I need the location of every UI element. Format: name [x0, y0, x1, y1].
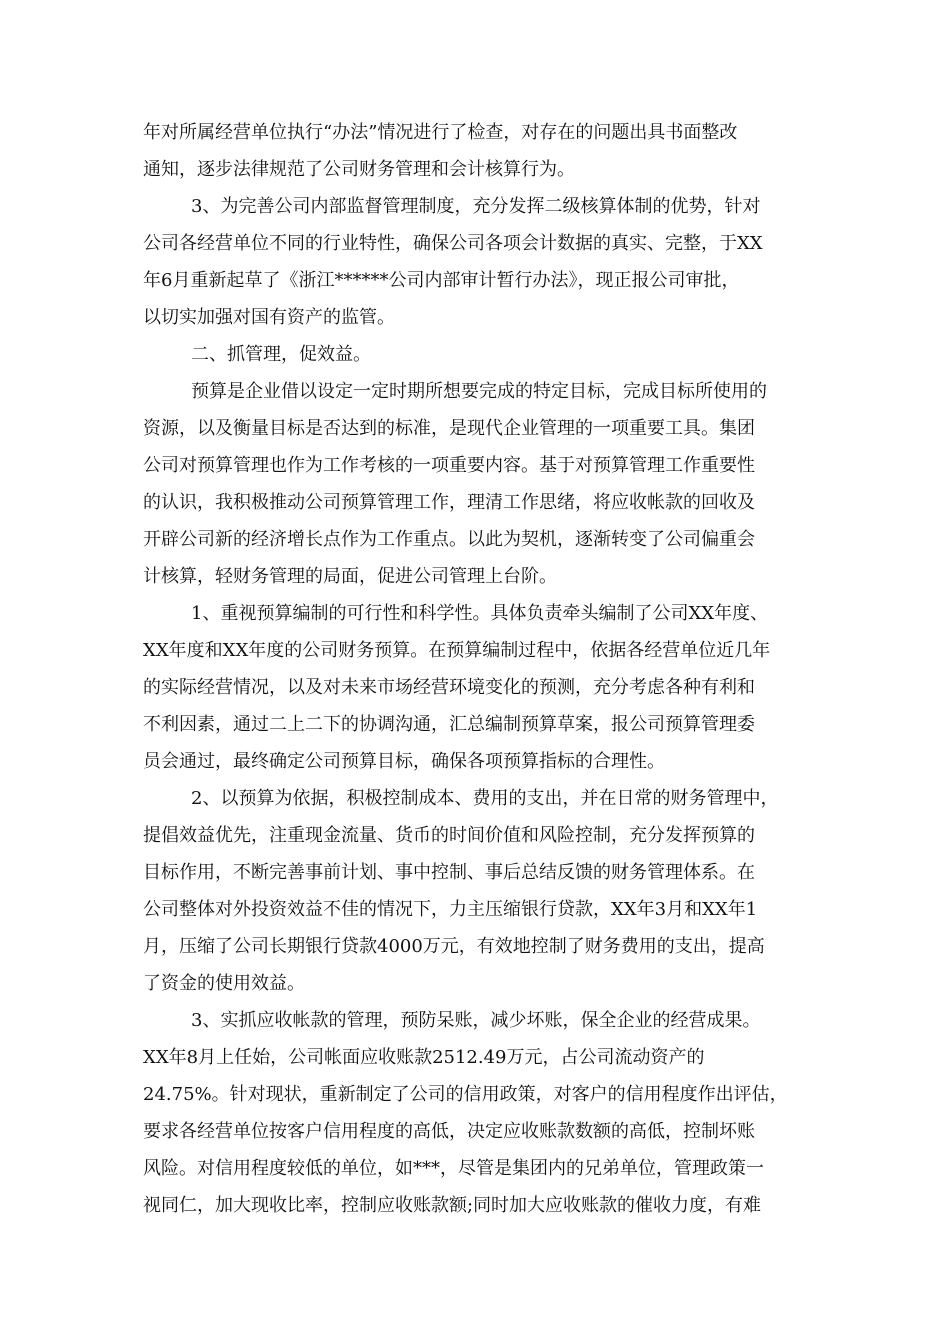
text-line: 年6月重新起草了《浙江******公司内部审计暂行办法》，现正报公司审批， [143, 270, 740, 291]
text-line: 预算是企业借以设定一定时期所想要完成的特定目标，完成目标所使用的 [191, 381, 767, 402]
text-line: 24.75%。针对现状，重新制定了公司的信用政策，对客户的信用程度作出评估， [143, 1084, 788, 1105]
text-line: 月，压缩了公司长期银行贷款4000万元，有效地控制了财务费用的支出，提高 [143, 936, 765, 957]
text-line: 要求各经营单位按客户信用程度的高低，决定应收账款数额的高低，控制坏账 [143, 1121, 755, 1142]
text-line: 公司整体对外投资效益不佳的情况下，力主压缩银行贷款，XX年3月和XX年1 [143, 899, 758, 920]
text-line: 计核算，轻财务管理的局面，促进公司管理上台阶。 [143, 566, 557, 587]
text-line: 目标作用，不断完善事前计划、事中控制、事后总结反馈的财务管理体系。在 [143, 862, 755, 883]
text-line: 提倡效益优先，注重现金流量、货币的时间价值和风险控制，充分发挥预算的 [143, 825, 755, 846]
text-line: XX年度和XX年度的公司财务预算。在预算编制过程中，依据各经营单位近几年 [143, 640, 771, 661]
text-line: 通知，逐步法律规范了公司财务管理和会计核算行为。 [143, 159, 575, 180]
text-line: 员会通过，最终确定公司预算目标，确保各项预算指标的合理性。 [143, 751, 665, 772]
text-line: 公司各经营单位不同的行业特性，确保公司各项会计数据的真实、完整，于XX [143, 233, 763, 254]
text-line: 2、以预算为依据，积极控制成本、费用的支出，并在日常的财务管理中， [191, 788, 779, 809]
text-line: 以切实加强对国有资产的监管。 [143, 307, 395, 328]
document-body [143, 114, 809, 1224]
text-line: 3、实抓应收帐款的管理，预防呆账，减少坏账，保全企业的经营成果。 [191, 1010, 761, 1031]
text-line: 公司对预算管理也作为工作考核的一项重要内容。基于对预算管理工作重要性 [143, 455, 755, 476]
text-line: 的认识，我积极推动公司预算管理工作，理清工作思绪，将应收帐款的回收及 [143, 492, 755, 513]
text-line: 的实际经营情况，以及对未来市场经营环境变化的预测，充分考虑各种有利和 [143, 677, 755, 698]
text-line: 资源，以及衡量目标是否达到的标准，是现代企业管理的一项重要工具。集团 [143, 418, 755, 439]
text-line: XX年8月上任始，公司帐面应收账款2512.49万元，占公司流动资产的 [143, 1047, 705, 1068]
text-line: 风险。对信用程度较低的单位，如***，尽管是集团内的兄弟单位，管理政策一 [143, 1158, 764, 1179]
text-line: 了资金的使用效益。 [143, 973, 305, 994]
text-line: 1、重视预算编制的可行性和科学性。具体负责牵头编制了公司XX年度、 [191, 603, 769, 624]
text-line: 开辟公司新的经济增长点作为工作重点。以此为契机，逐渐转变了公司偏重会 [143, 529, 755, 550]
text-line: 不利因素，通过二上二下的协调沟通，汇总编制预算草案，报公司预算管理委 [143, 714, 755, 735]
text-line: 二、抓管理，促效益。 [191, 344, 371, 365]
text-line: 视同仁，加大现收比率，控制应收账款额;同时加大应收账款的催收力度，有难 [143, 1195, 762, 1216]
text-line: 3、为完善公司内部监督管理制度，充分发挥二级核算体制的优势，针对 [191, 196, 761, 217]
text-line: 年对所属经营单位执行“办法”情况进行了检查，对存在的问题出具书面整改 [143, 122, 738, 143]
